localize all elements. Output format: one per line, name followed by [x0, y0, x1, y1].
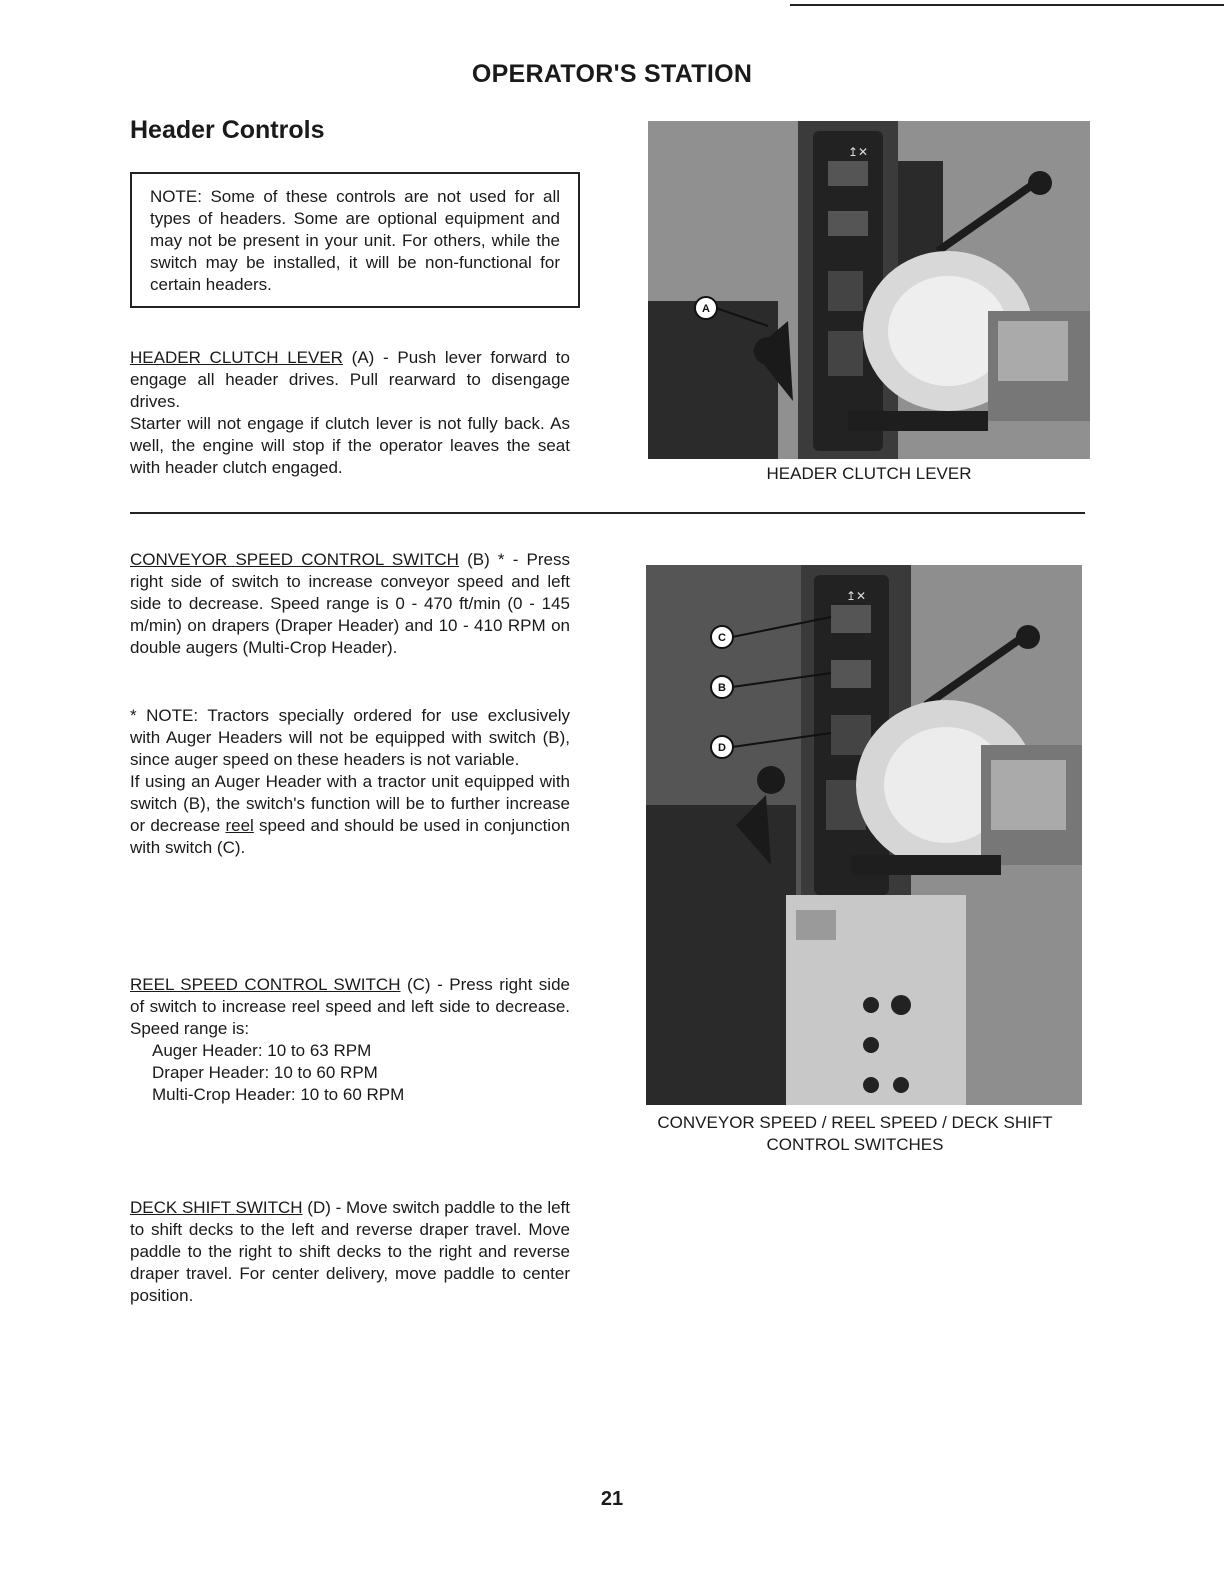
panel-icon: ↥✕ — [848, 145, 869, 159]
conveyor-note-reel: reel — [225, 816, 254, 835]
control-switches-photo — [646, 565, 1082, 1105]
note-label: NOTE: — [150, 187, 202, 206]
deck-shift-lead: DECK SHIFT SWITCH — [130, 1198, 303, 1217]
callout-d-label: D — [718, 742, 726, 754]
header-clutch-photo — [648, 121, 1090, 459]
conveyor-text: Press right side of switch to increase conveyor speed and left side to decrease. Speed range is 0 - 470 ft/min (0 - 145 m/min) on drapers (Draper Header) and 10 - 410 RPM on double augers (Multi-Crop Header). — [130, 550, 570, 657]
header-clutch-lead: HEADER CLUTCH LEVER — [130, 348, 343, 367]
conveyor-ref: (B) * - — [458, 550, 519, 569]
header-clutch-caption: HEADER CLUTCH LEVER — [766, 464, 972, 483]
reel-ref: (C) — [400, 975, 431, 994]
header-clutch-text-2: Starter will not engage if clutch lever is not fully back. As well, the engine will stop if the operator leaves the seat with header clutch engaged. — [130, 414, 570, 477]
conveyor-note-text-2b: speed and should be used in conjunction with switch (C). — [130, 816, 570, 857]
list-item: Draper Header: 10 to 60 RPM — [152, 1063, 378, 1082]
callout-c-label: C — [718, 632, 726, 644]
reel-text: - Press right side of switch to increase reel speed and left side to decrease. Speed range is: — [130, 975, 570, 1038]
list-item: Auger Header: 10 to 63 RPM — [152, 1041, 372, 1060]
header-clutch-illustration — [648, 121, 1090, 459]
deck-shift-text: - Move switch paddle to the left to shift decks to the left and reverse draper travel. Move paddle to the right to shift decks to the right and reverse draper travel. For center delivery, move paddle to center position. — [130, 1198, 571, 1305]
header-clutch-text: - Push lever forward to engage all header drives. Pull rearward to disengage drives. — [130, 348, 570, 411]
reel-lead: REEL SPEED CONTROL SWITCH — [130, 975, 401, 994]
list-item: Multi-Crop Header: 10 to 60 RPM — [152, 1085, 405, 1104]
control-switches-caption — [612, 1112, 1098, 1156]
conveyor-lead: CONVEYOR SPEED CONTROL SWITCH — [130, 550, 459, 569]
page-number: 21 — [600, 1488, 624, 1510]
caption-line-2: CONTROL SWITCHES — [766, 1135, 944, 1154]
header-clutch-ref: (A) — [342, 348, 375, 367]
panel-icon: ↥✕ — [846, 589, 867, 603]
conveyor-note-paragraph — [130, 705, 570, 859]
header-clutch-paragraph — [130, 347, 570, 479]
caption-line-1: CONVEYOR SPEED / REEL SPEED / DECK SHIFT — [657, 1113, 1053, 1132]
callout-b-label: B — [718, 682, 726, 694]
section-divider — [130, 512, 1085, 514]
page-title: OPERATOR'S STATION — [471, 60, 753, 88]
section-title: Header Controls — [130, 116, 325, 144]
conveyor-note-text: Tractors specially ordered for use exclusively with Auger Headers will not be equipped with switch (B), since auger speed on these headers is not variable. — [130, 706, 570, 769]
control-switches-illustration — [646, 565, 1082, 1105]
conveyor-note-label: * NOTE: — [130, 706, 199, 725]
deck-shift-ref: (D) — [302, 1198, 331, 1217]
reel-speed-list — [152, 1040, 570, 1106]
note-box — [130, 172, 580, 308]
top-edge-rule — [790, 4, 1224, 6]
note-text: Some of these controls are not used for all types of headers. Some are optional equipment and may not be present in your unit. For others, while the switch may be installed, it will be non-functional for certain headers. — [150, 187, 560, 294]
conveyor-paragraph — [130, 549, 570, 659]
deck-shift-paragraph — [130, 1197, 570, 1307]
conveyor-note-text-2a: If using an Auger Header with a tractor unit equipped with switch (B), the switch's function will be to further increase or decrease — [130, 772, 570, 835]
callout-a-label: A — [702, 303, 710, 315]
reel-paragraph — [130, 974, 570, 1106]
